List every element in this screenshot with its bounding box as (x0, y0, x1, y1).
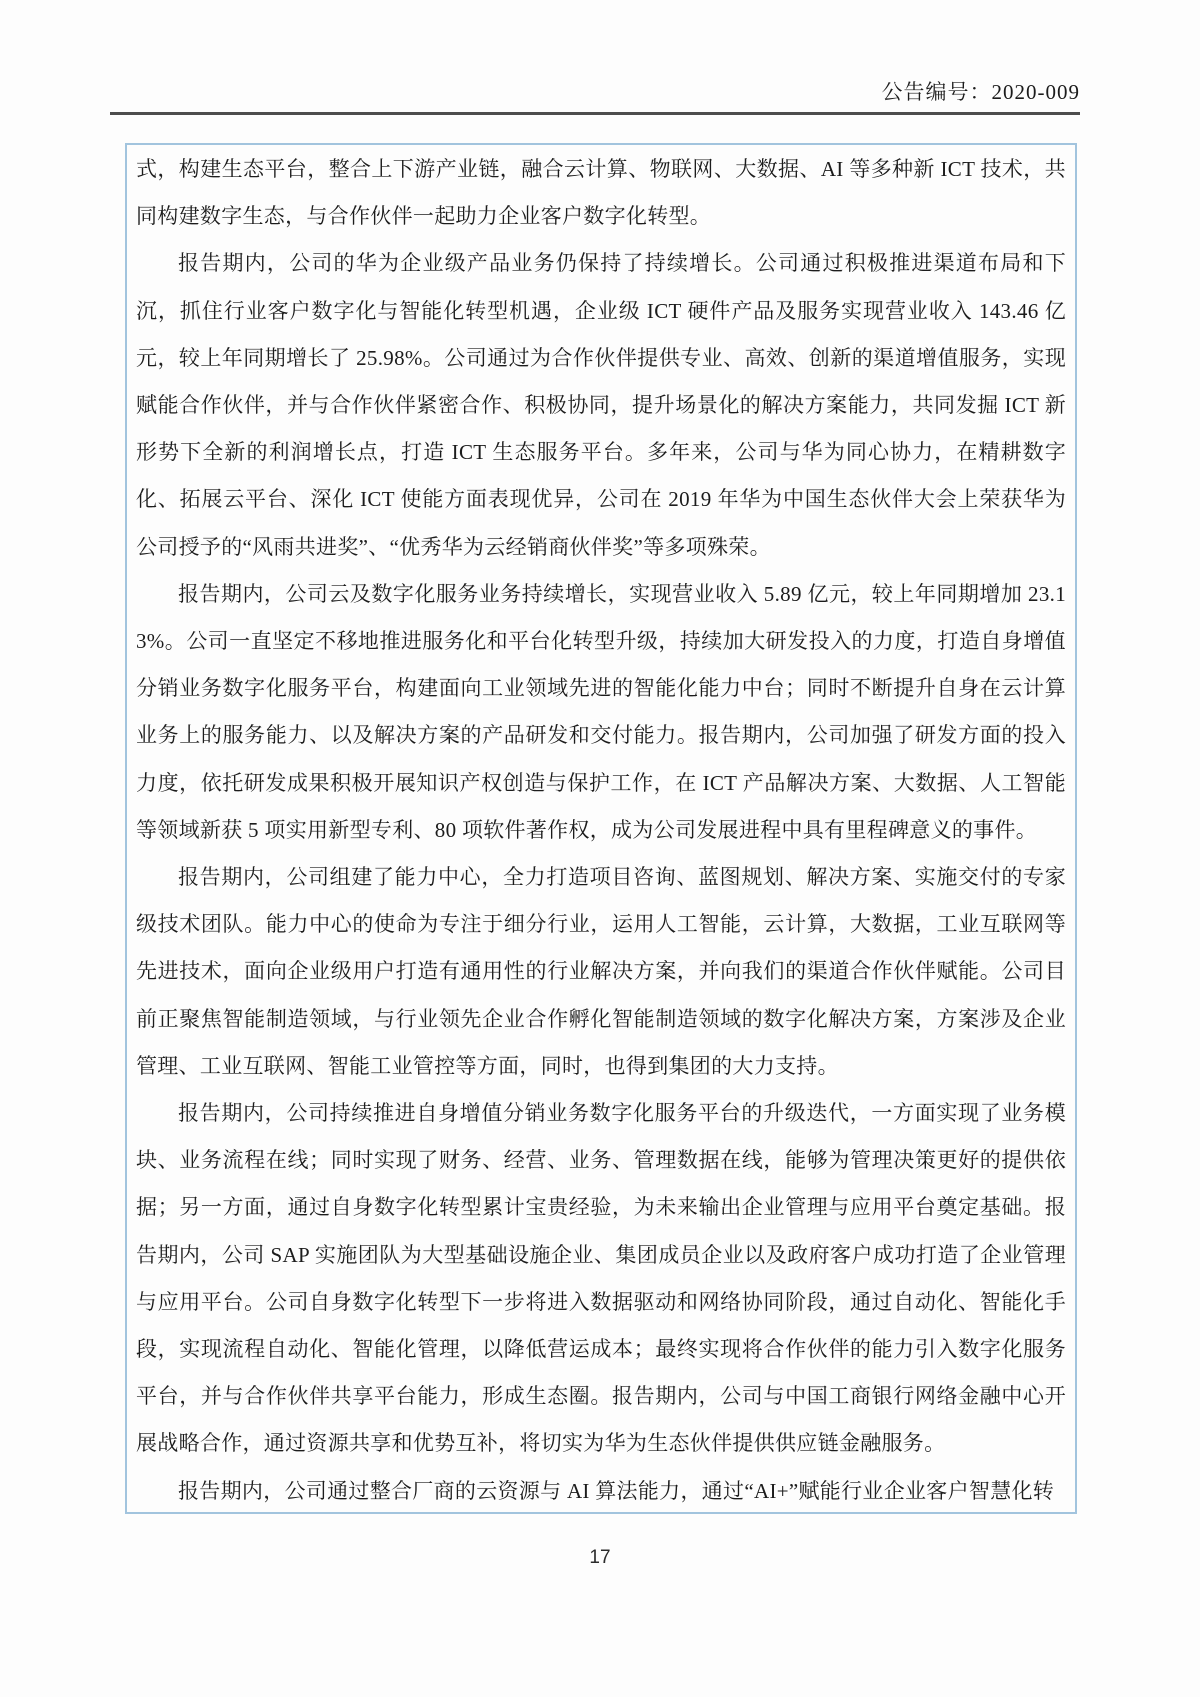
header-divider (110, 112, 1080, 115)
paragraph-continuation: 式，构建生态平台，整合上下游产业链，融合云计算、物联网、大数据、AI 等多种新 ICT 技术，共同构建数字生态，与合作伙伴一起助力企业客户数字化转型。 (136, 157, 1066, 229)
page-footer (0, 1547, 1200, 1569)
paragraph-cloud-digital-services: 报告期内，公司云及数字化服务业务持续增长，实现营业收入 5.89 亿元，较上年同期增加 23.13%。公司一直坚定不移地推进服务化和平台化转型升级，持续加大研发投入的力度，打造自身增值分销业务数字化服务平台，构建面向工业领域先进的智能化能力中台；同时不断提升自身在云计算业务上的服务能力、以及解决方案的产品研发和交付能力。报告期内，公司加强了研发方面的投入力度，依托研发成果积极开展知识产权创造与保护工作，在 ICT 产品解决方案、大数据、人工智能等领域新获 5 项实用新型专利、80 项软件著作权，成为公司发展进程中具有里程碑意义的事件。 (136, 581, 1066, 842)
page-header (110, 76, 1080, 106)
page-number: 17 (589, 1547, 611, 1568)
text-frame (125, 143, 1077, 1514)
paragraph-ai-enablement: 报告期内，公司通过整合厂商的云资源与 AI 算法能力，通过“AI+”赋能行业企业客户智慧化转 (178, 1478, 1055, 1503)
announcement-number: 公告编号：2020-009 (881, 80, 1080, 104)
paragraph-huawei-enterprise: 报告期内，公司的华为企业级产品业务仍保持了持续增长。公司通过积极推进渠道布局和下沉，抓住行业客户数字化与智能化转型机遇，企业级 ICT 硬件产品及服务实现营业收入 143.46 亿元，较上年同期增长了 25.98%。公司通过为合作伙伴提供专业、高效、创新的渠道增值服务，实现赋能合作伙伴，并与合作伙伴紧密合作、积极协同，提升场景化的解决方案能力，共同发掘 ICT 新形势下全新的利润增长点，打造 ICT 生态服务平台。多年来，公司与华为同心协力，在精耕数字化、拓展云平台、深化 ICT 使能方面表现优异，公司在 2019 年华为中国生态伙伴大会上荣获华为公司授予的“风雨共进奖”、“优秀华为云经销商伙伴奖”等多项殊荣。 (136, 251, 1066, 559)
paragraph-capability-center: 报告期内，公司组建了能力中心，全力打造项目咨询、蓝图规划、解决方案、实施交付的专家级技术团队。能力中心的使命为专注于细分行业，运用人工智能，云计算，大数据，工业互联网等先进技术，面向企业级用户打造有通用性的行业解决方案，并向我们的渠道合作伙伴赋能。公司目前正聚焦智能制造领域，与行业领先企业合作孵化智能制造领域的数字化解决方案，方案涉及企业管理、工业互联网、智能工业管控等方面，同时，也得到集团的大力支持。 (136, 865, 1066, 1078)
paragraph-platform-upgrade: 报告期内，公司持续推进自身增值分销业务数字化服务平台的升级迭代，一方面实现了业务模块、业务流程在线；同时实现了财务、经营、业务、管理数据在线，能够为管理决策更好的提供依据；另一方面，通过自身数字化转型累计宝贵经验，为未来输出企业管理与应用平台奠定基础。报告期内，公司 SAP 实施团队为大型基础设施企业、集团成员企业以及政府客户成功打造了企业管理与应用平台。公司自身数字化转型下一步将进入数据驱动和网络协同阶段，通过自动化、智能化手段，实现流程自动化、智能化管理，以降低营运成本；最终实现将合作伙伴的能力引入数字化服务平台，并与合作伙伴共享平台能力，形成生态圈。报告期内，公司与中国工商银行网络金融中心开展战略合作，通过资源共享和优势互补，将切实为华为生态伙伴提供供应链金融服务。 (136, 1101, 1066, 1456)
